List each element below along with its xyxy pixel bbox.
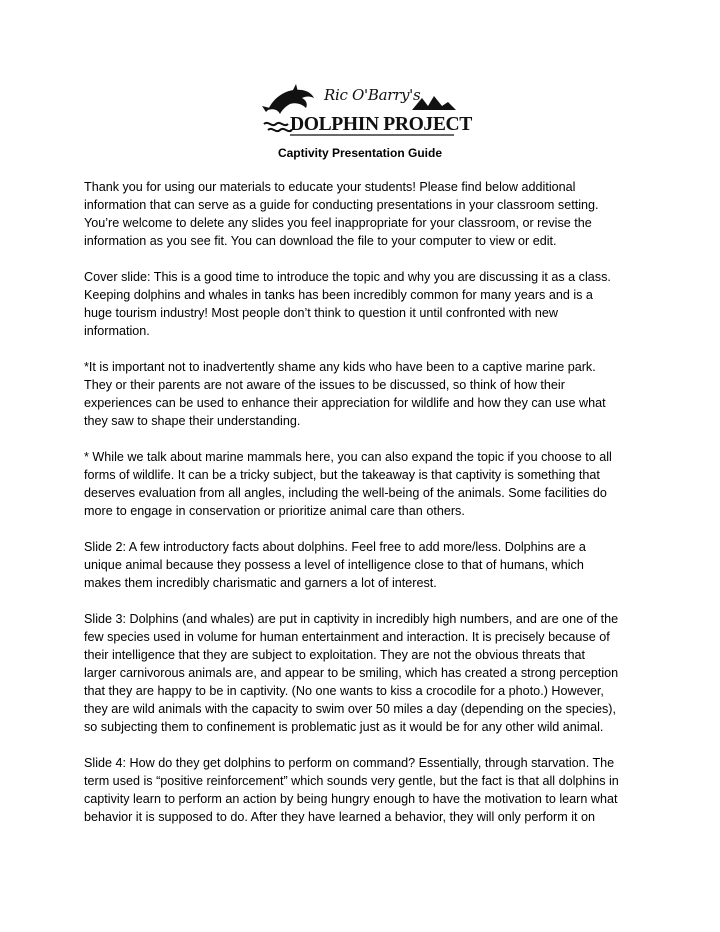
text-line: so subjecting them to confinement is problematic just as it would be for any other wild animal. — [84, 720, 604, 734]
text-line: huge tourism industry! Most people don’t think to question it until confronted with new — [84, 306, 558, 320]
text-line: forms of wildlife. It can be a tricky subject, but the takeaway is that captivity is something that — [84, 468, 600, 482]
text-line: they saw to shape their understanding. — [84, 414, 301, 428]
text-line: Slide 3: Dolphins (and whales) are put in captivity in incredibly high numbers, and are one of the — [84, 612, 619, 626]
text-line: Cover slide: This is a good time to introduce the topic and why you are discussing it as a class. — [84, 270, 611, 284]
paragraph-slide-4 — [84, 754, 644, 826]
text-line: experiences can be used to enhance their appreciation for wildlife and how they can use what — [84, 396, 606, 410]
text-line: Thank you for using our materials to educate your students! Please find below additional — [84, 180, 576, 194]
text-line: that they are happy to be in captivity. (No one wants to kiss a crocodile for a photo.) However, — [84, 684, 604, 698]
text-line: they are wild animals with the capacity to swim over 50 miles a day (depending on the species), — [84, 702, 616, 716]
text-line: their intelligence that they are subject to exploitation. They are not the obvious threats that — [84, 648, 586, 662]
text-line: few species used in volume for human entertainment and interaction. It is precisely because of — [84, 630, 610, 644]
paragraph-cover-slide — [84, 268, 644, 340]
text-line: more to engage in conservation or prioritize animal care than others. — [84, 504, 465, 518]
paragraph-intro — [84, 178, 644, 250]
text-line: makes them incredibly charismatic and garners a lot of interest. — [84, 576, 437, 590]
text-line: Slide 4: How do they get dolphins to perform on command? Essentially, through starvation. The — [84, 756, 615, 770]
text-line: Slide 2: A few introductory facts about dolphins. Feel free to add more/less. Dolphins are a — [84, 540, 586, 554]
text-line: They or their parents are not aware of the issues to be discussed, so think of how their — [84, 378, 565, 392]
text-line: *It is important not to inadvertently shame any kids who have been to a captive marine park. — [84, 360, 596, 374]
paragraph-note-wildlife — [84, 448, 644, 520]
logo-script-text: Ric O'Barry's — [324, 86, 421, 104]
text-line: You’re welcome to delete any slides you feel inappropriate for your classroom, or revise the — [84, 216, 592, 230]
text-line: captivity learn to perform an action by being hungry enough to have the motivation to learn what — [84, 792, 618, 806]
paragraph-slide-2 — [84, 538, 644, 592]
text-line: larger carnivorous animals are, and appear to be smiling, which has created a strong perception — [84, 666, 619, 680]
logo-main-text: DOLPHIN PROJECT — [290, 113, 472, 135]
paragraph-slide-3 — [84, 610, 644, 736]
dolphin-project-logo — [262, 84, 472, 138]
text-line: information that can serve as a guide for conducting presentations in your classroom setting. — [84, 198, 599, 212]
text-line: behavior it is supposed to do. After they have learned a behavior, they will only perform it on — [84, 810, 596, 824]
text-line: information as you see fit. You can download the file to your computer to view or edit. — [84, 234, 557, 248]
text-line: Keeping dolphins and whales in tanks has been incredibly common for many years and is a — [84, 288, 593, 302]
text-line: term used is “positive reinforcement” which sounds very gentle, but the fact is that all dolphins in — [84, 774, 619, 788]
text-line: deserves evaluation from all angles, including the well-being of the animals. Some facilities do — [84, 486, 607, 500]
paragraph-note-shame — [84, 358, 644, 430]
text-line: * While we talk about marine mammals here, you can also expand the topic if you choose to all — [84, 450, 612, 464]
document-title: Captivity Presentation Guide — [277, 146, 443, 160]
document-body — [84, 178, 644, 844]
text-line: unique animal because they possess a level of intelligence close to that of humans, which — [84, 558, 584, 572]
text-line: information. — [84, 324, 150, 338]
